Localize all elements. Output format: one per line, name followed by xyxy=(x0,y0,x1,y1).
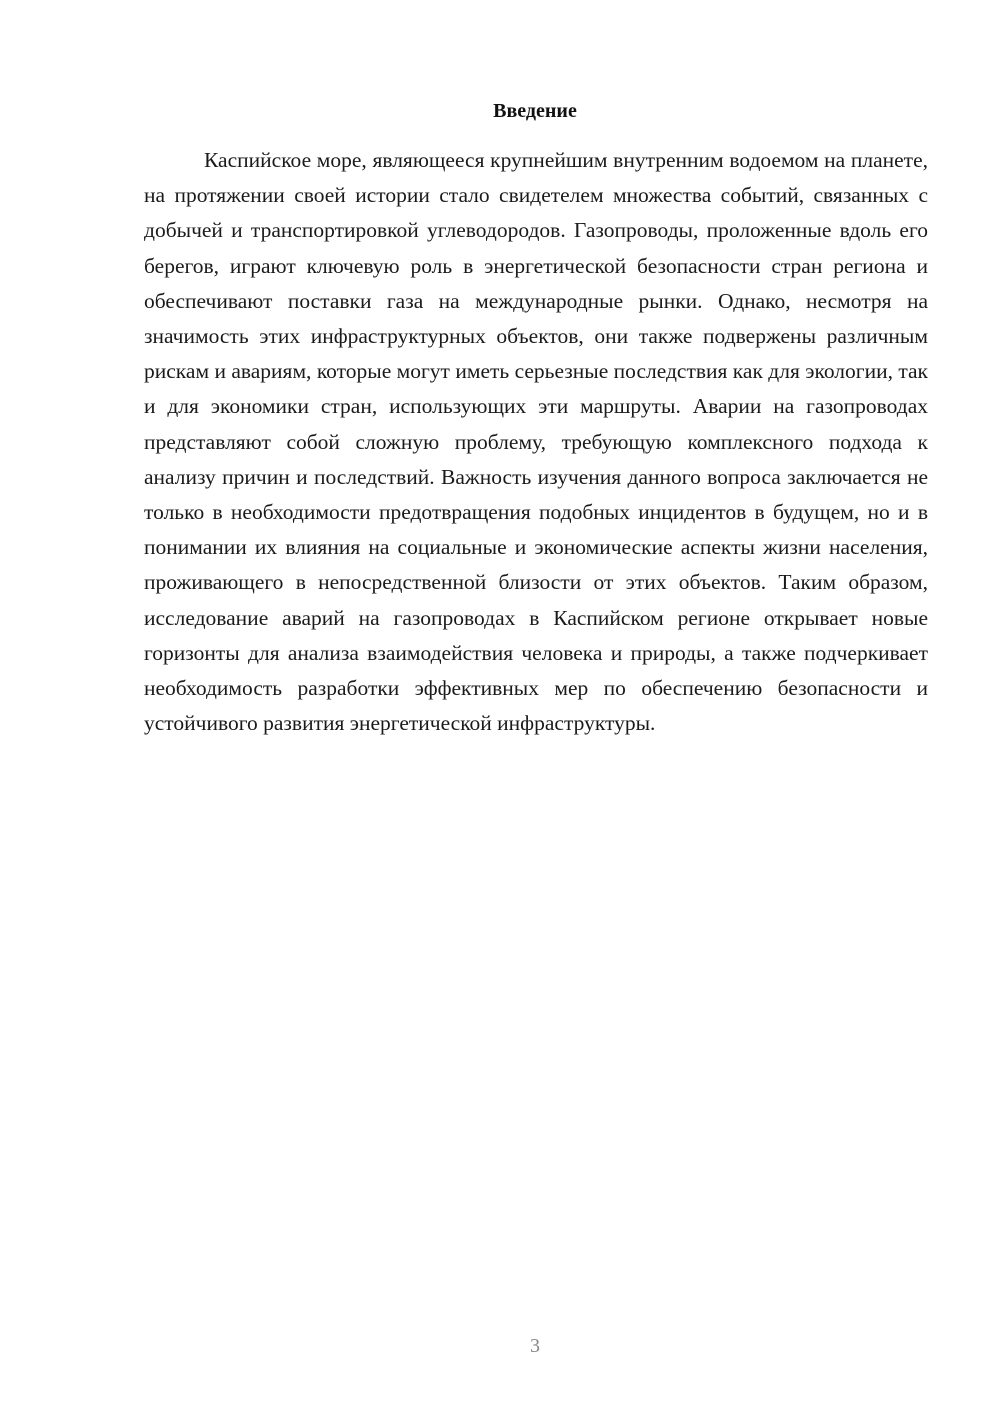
page-number: 3 xyxy=(530,1335,540,1357)
section-heading: Введение xyxy=(493,100,577,122)
intro-paragraph: Каспийское море, являющееся крупнейшим внутренним водоемом на планете, на протяжении своей истории стало свидетелем множества событий, связанных с добычей и транспортировкой углеводородов. Газопроводы, проложенные вдоль его берегов, играют ключевую роль в энергетической безопасности стран региона и обеспечивают поставки газа на международные рынки. Однако, несмотря на значимость этих инфраструктурных объектов, они также подвержены различным рискам и авариям, которые могут иметь серьезные последствия как для экологии, так и для экономики стран, использующих эти маршруты. Аварии на газопроводах представляют собой сложную проблему, требующую комплексного подхода к анализу причин и последствий. Важность изучения данного вопроса заключается не только в необходимости предотвращения подобных инцидентов в будущем, но и в понимании их влияния на социальные и экономические аспекты жизни населения, проживающего в непосредственной близости от этих объектов. Таким образом, исследование аварий на газопроводах в Каспийском регионе открывает новые горизонты для анализа взаимодействия человека и природы, а также подчеркивает необходимость разработки эффективных мер по обеспечению безопасности и устойчивого развития энергетической инфраструктуры. xyxy=(144,148,928,736)
